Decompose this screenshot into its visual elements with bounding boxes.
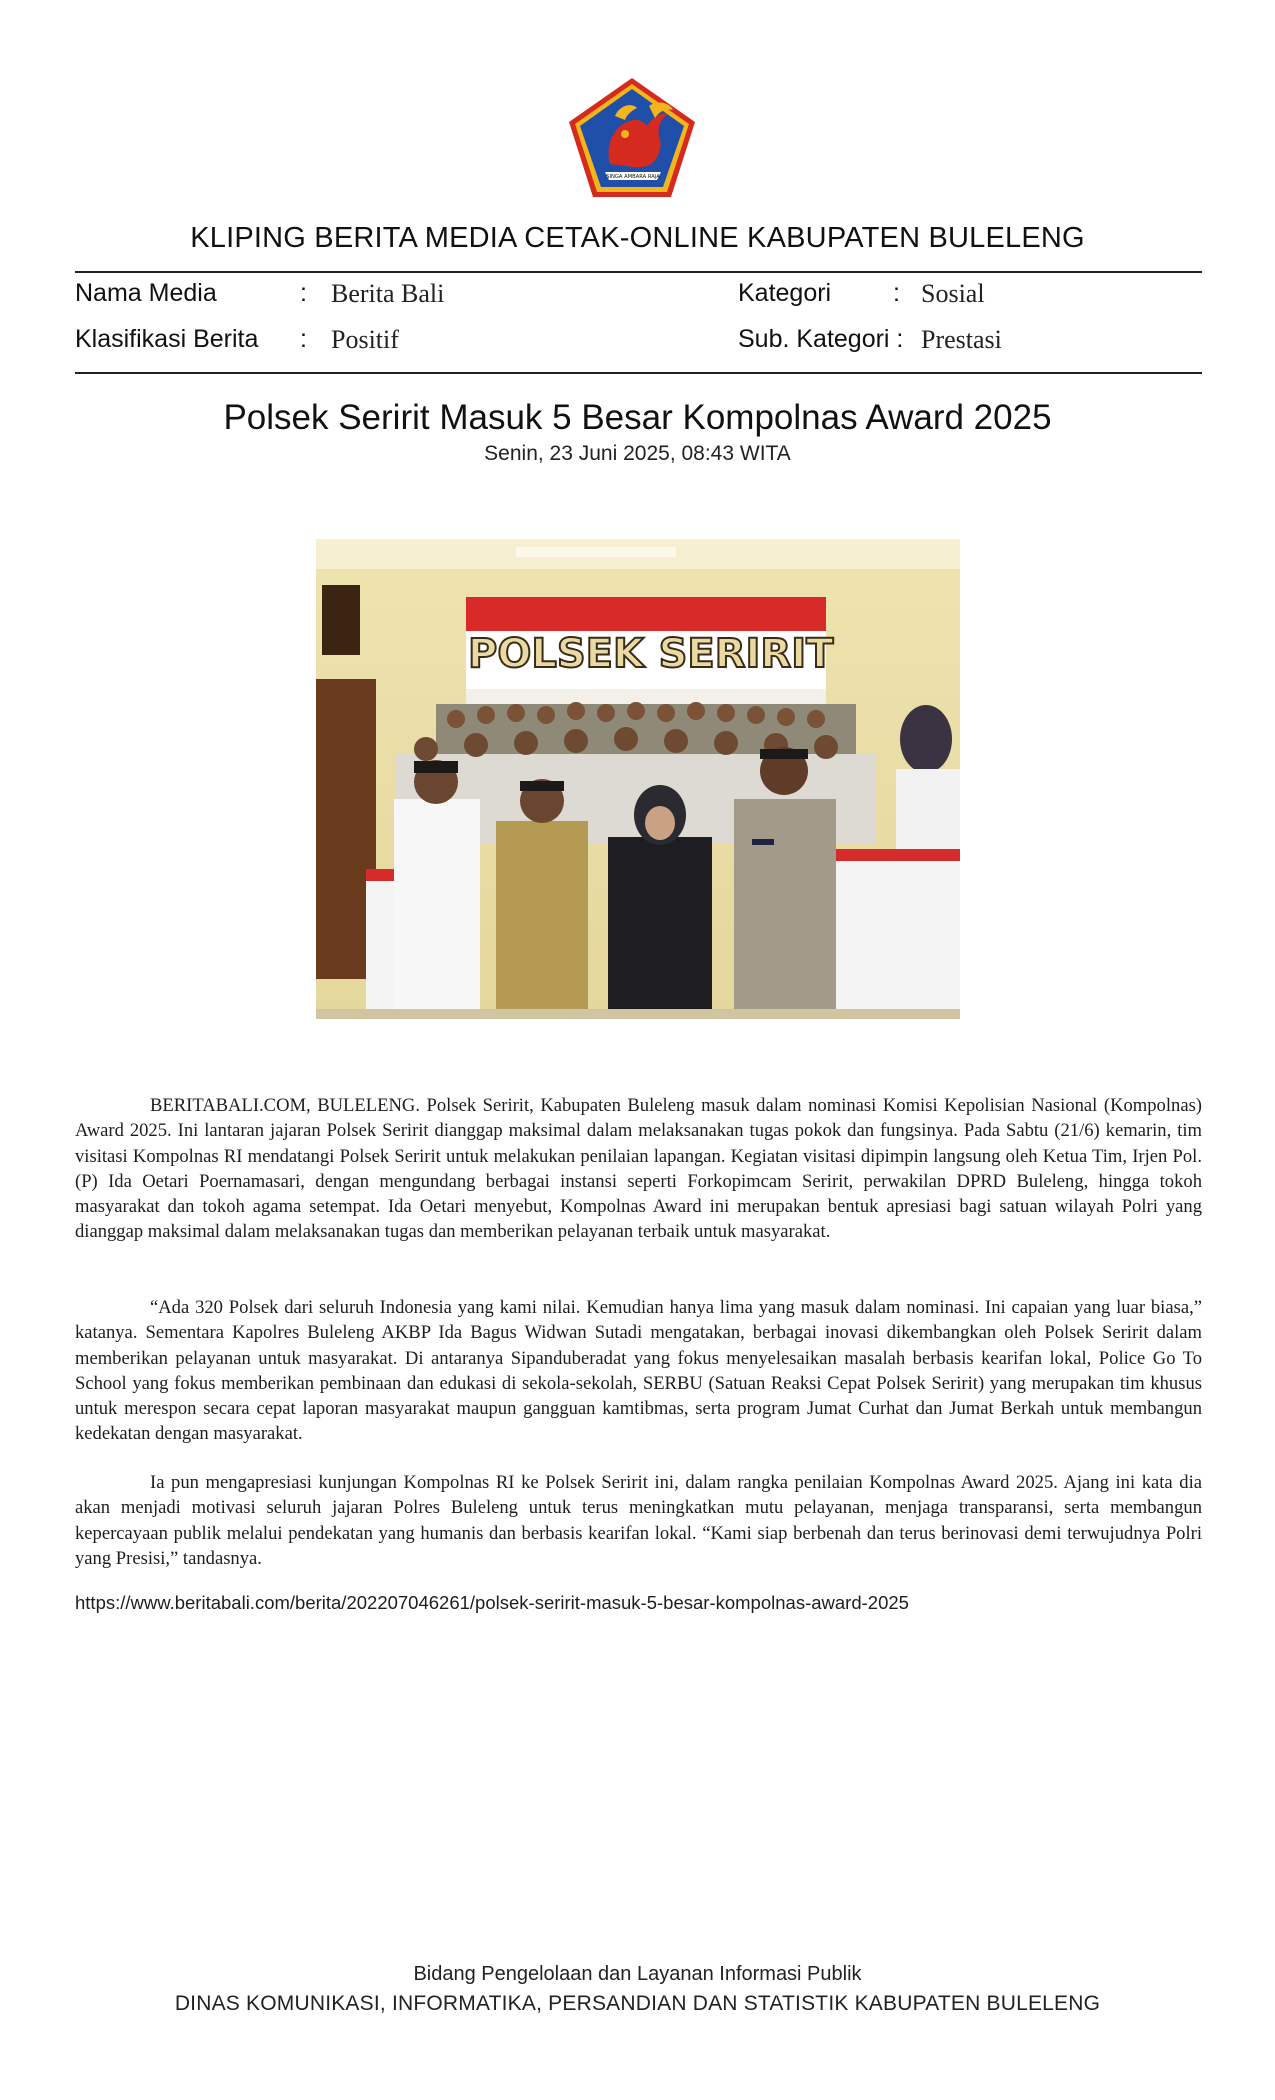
footer-division: Bidang Pengelolaan dan Layanan Informasi Publik (413, 1963, 862, 1985)
article-paragraph-2 (75, 1295, 1202, 1447)
category-label: Kategori (738, 279, 832, 307)
category-value: Sosial (921, 279, 985, 308)
article-paragraph-1 (75, 1093, 1202, 1245)
paragraph-text: Ia pun mengapresiasi kunjungan Kompolnas RI ke Polsek Seririt ini, dalam rangka penilaian Kompolnas Award 2025. Ajang ini kata dia akan menjadi motivasi seluruh jajaran Polres Buleleng untuk terus meningkatkan mutu pelayanan, menjaga transparansi, serta membangun kepercayaan publik melalui pendekatan yang humanis dan berbasis kearifan lokal. “Kami siap berbenah dan terus berinovasi demi terwujudnya Polri yang Presisi,” tandasnya. (75, 1472, 1202, 1569)
article-paragraph-3 (75, 1470, 1202, 1571)
header-bottom-rule (75, 372, 1202, 374)
media-name-value: Berita Bali (331, 279, 445, 308)
clipping-title: KLIPING BERITA MEDIA CETAK-ONLINE KABUPATEN BULELENG (190, 222, 1085, 254)
category-colon: : (893, 279, 900, 307)
subcategory-label: Sub. Kategori : (738, 325, 904, 353)
paragraph-text: BERITABALI.COM, BULELENG. Polsek Seririt, Kabupaten Buleleng masuk dalam nominasi Komisi Kepolisian Nasional (Kompolnas) Award 2025. Ini lantaran jajaran Polsek Seririt dianggap maksimal dalam melaksanakan tugas pokok dan fungsinya. Pada Sabtu (21/6) kemarin, tim visitasi Kompolnas RI mendatangi Polsek Seririt untuk melakukan penilaian lapangan. Kegiatan visitasi dipimpin langsung oleh Ketua Tim, Irjen Pol. (P) Ida Oetari Poernamasari, dengan mengundang berbagai instansi seperti Forkopimcam Seririt, perwakilan DPRD Buleleng, hingga tokoh masyarakat dan tokoh agama setempat. Ida Oetari menyebut, Kompolnas Award ini merupakan bentuk apresiasi bagi satuan wilayah Polri yang dianggap maksimal dalam melaksanakan tugas dan memberikan pelayanan terbaik untuk masyarakat. (75, 1095, 1202, 1243)
classification-label: Klasifikasi Berita (75, 325, 259, 353)
classification-value: Positif (331, 325, 399, 354)
media-name-label: Nama Media (75, 279, 217, 307)
paragraph-text: “Ada 320 Polsek dari seluruh Indonesia yang kami nilai. Kemudian hanya lima yang masuk dalam nominasi. Ini capaian yang luar biasa,” katanya. Sementara Kapolres Buleleng AKBP Ida Bagus Widwan Sutadi mengatakan, berbagai inovasi dikembangkan oleh Polsek Seririt dalam memberikan pelayanan untuk masyarakat. Di antaranya Sipanduberadat yang fokus menyelesaikan masalah berbasis kearifan lokal, Police Go To School yang fokus memberikan pembinaan dan edukasi di sekola-sekolah, SERBU (Satuan Reaksi Cepat Polsek Seririt) yang merupakan tim khusus untuk merespon secara cepat laporan masyarakat maupun gangguan kamtibmas, serta program Jumat Curhat dan Jumat Berkah untuk membangun kedekatan dengan masyarakat. (75, 1297, 1202, 1445)
banner-text-left: POLSEK (468, 631, 644, 677)
subcategory-value: Prestasi (921, 325, 1002, 354)
footer-agency: DINAS KOMUNIKASI, INFORMATIKA, PERSANDIAN DAN STATISTIK KABUPATEN BULELENG (174, 1992, 1101, 2015)
article-dateline: Senin, 23 Juni 2025, 08:43 WITA (484, 442, 791, 465)
article-photo (316, 539, 960, 1019)
logo-motto-text: SINGA AMBARA RAJA (606, 174, 660, 180)
classification-colon: : (300, 325, 307, 353)
header-top-rule (75, 271, 1202, 273)
article-headline: Polsek Seririt Masuk 5 Besar Kompolnas Award 2025 (223, 398, 1052, 437)
media-name-colon: : (300, 279, 307, 307)
kabupaten-buleleng-logo (565, 76, 699, 200)
source-url-link[interactable]: https://www.beritabali.com/berita/202207046261/polsek-seririt-masuk-5-besar-kompolnas-award-2025 (75, 1592, 909, 1613)
banner-text-right: SERIRIT (658, 631, 834, 677)
